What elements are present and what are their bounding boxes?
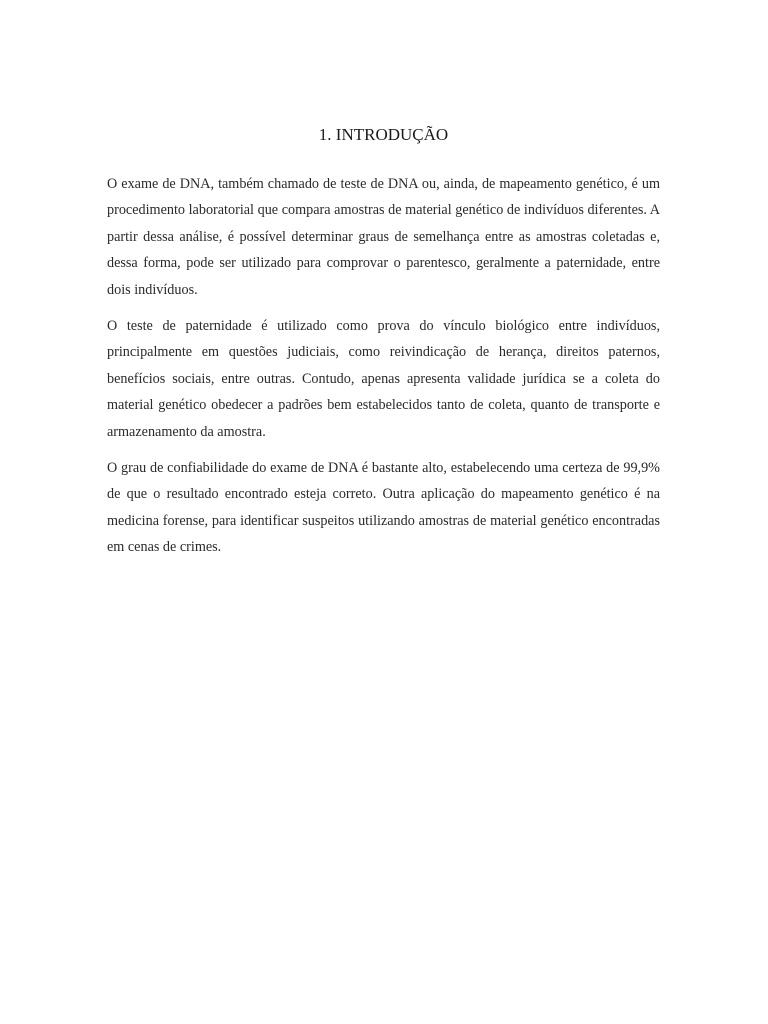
paragraph-1: O exame de DNA, também chamado de teste de DNA ou, ainda, de mapeamento genético, é um procedimento laboratorial que compara amostras de material genético de indivíduos diferentes. A partir dessa análise, é possível determinar graus de semelhança entre as amostras coletadas e, dessa forma, pode ser utilizado para comprovar o parentesco, geralmente a paternidade, entre dois indivíduos. (107, 176, 660, 298)
paragraph-2: O teste de paternidade é utilizado como prova do vínculo biológico entre indivíduos, principalmente em questões judiciais, como reivindicação de herança, direitos paternos, benefícios sociais, entre outras. Contudo, apenas apresenta validade jurídica se a coleta do material genético obedecer a padrões bem estabelecidos tanto de coleta, quanto de transporte e armazenamento da amostra. (107, 318, 660, 440)
section-heading: 1. INTRODUÇÃO (318, 125, 449, 144)
paragraph-3: O grau de confiabilidade do exame de DNA é bastante alto, estabelecendo uma certeza de 99,9% de que o resultado encontrado esteja correto. Outra aplicação do mapeamento genético é na medicina forense, para identificar suspeitos utilizando amostras de material genético encontradas em cenas de crimes. (107, 460, 660, 556)
section-body (107, 171, 660, 571)
